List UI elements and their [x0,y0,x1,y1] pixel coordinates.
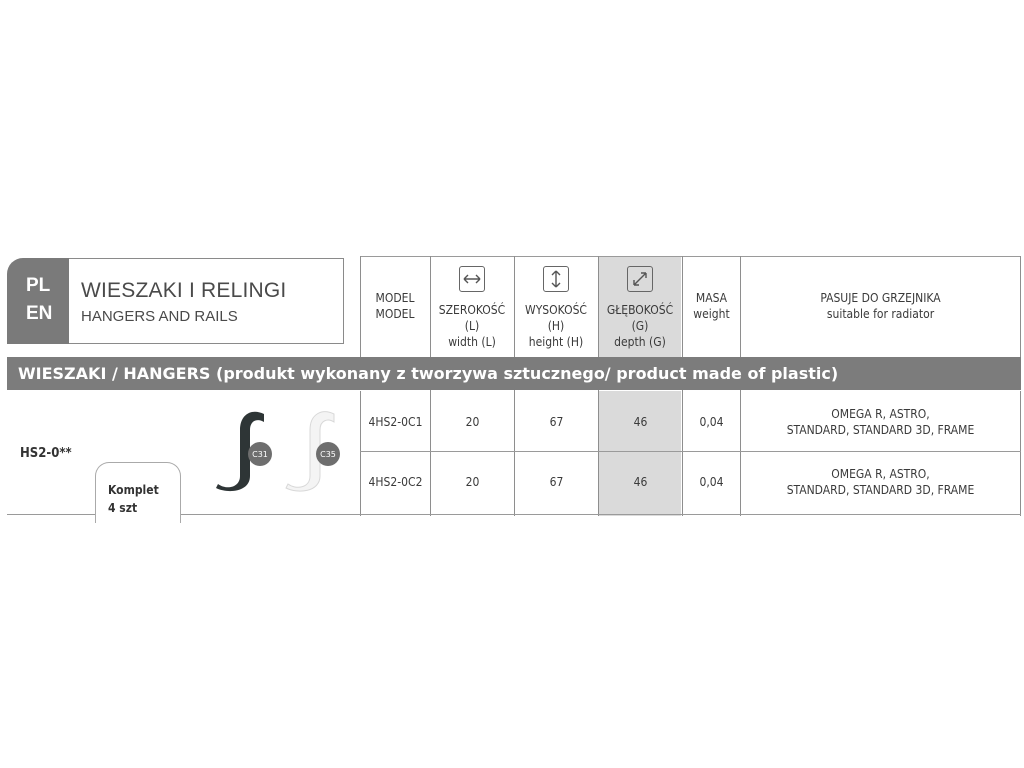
row1-height: 67 [549,414,564,429]
col-depth-header [599,256,681,356]
hanger-dark-image [212,408,282,492]
col-width-l2: (L) [464,319,480,333]
col-height-l1: WYSOKOŚĆ [525,303,587,317]
col-model-l1: MODEL [375,291,415,305]
title-pl: WIESZAKI I RELINGI [81,279,287,302]
col-radiator-l1: PASUJE DO GRZEJNIKA [820,291,941,305]
kit-label-l2: 4 szt [108,501,138,515]
col-depth-l3: depth (G) [614,335,666,349]
row2-height: 67 [549,475,564,489]
row2-width: 20 [465,475,480,489]
col-width-header [431,256,513,356]
kit-label-l1: Komplet [108,483,159,497]
row2-radiator-l1: OMEGA R, ASTRO, [831,467,930,481]
language-badge [7,258,69,344]
col-radiator-l2: suitable for radiator [826,307,935,321]
row2-radiator [741,452,1020,512]
bottom-border [179,514,1021,515]
hanger-light-image [282,408,352,492]
kit-badge [95,462,181,523]
col-mass-l2: weight [693,307,730,321]
diagonal-arrows-icon [627,266,653,292]
divider [1020,256,1021,357]
row1-depth: 46 [633,414,648,429]
lang-en: EN [26,303,53,324]
bottom-border [7,514,97,515]
lang-pl: PL [26,275,51,296]
row1-radiator-l1: OMEGA R, ASTRO, [831,406,930,421]
row1-width: 20 [465,414,480,429]
title-en: HANGERS AND RAILS [81,308,238,325]
col-mass-l1: MASA [695,291,728,305]
section-band: WIESZAKI / HANGERS (produkt wykonany z tworzywa sztucznego/ product made of plastic) [7,357,1021,390]
hanger-light-label: C35 [320,450,336,459]
row1-model: 4HS2-0C1 [368,414,423,429]
vertical-arrows-icon [543,266,569,292]
col-radiator-header [741,256,1020,356]
row2-mass: 0,04 [699,475,724,489]
product-name: HS2-0** [20,446,72,461]
row2-model: 4HS2-0C2 [368,475,423,489]
row1-radiator-l2: STANDARD, STANDARD 3D, FRAME [786,422,975,437]
row1-mass: 0,04 [699,414,724,429]
row2-depth: 46 [633,475,648,489]
col-height-l3: height (H) [528,335,584,349]
row1-radiator [741,392,1020,451]
col-depth-l1: GŁĘBOKOŚĆ [606,303,674,317]
col-mass-header [683,256,740,356]
divider [1020,391,1021,516]
col-height-l2: (H) [547,319,565,333]
col-height-header [515,256,597,356]
col-model-header [361,256,429,356]
hanger-dark-label: C31 [252,450,268,459]
col-depth-l2: (G) [631,319,649,333]
row2-radiator-l2: STANDARD, STANDARD 3D, FRAME [786,483,975,497]
col-width-l3: width (L) [448,335,496,349]
title-box [69,258,344,344]
col-model-l2: MODEL [375,307,415,321]
horizontal-arrows-icon [459,266,485,292]
col-width-l1: SZEROKOŚĆ [438,303,506,317]
